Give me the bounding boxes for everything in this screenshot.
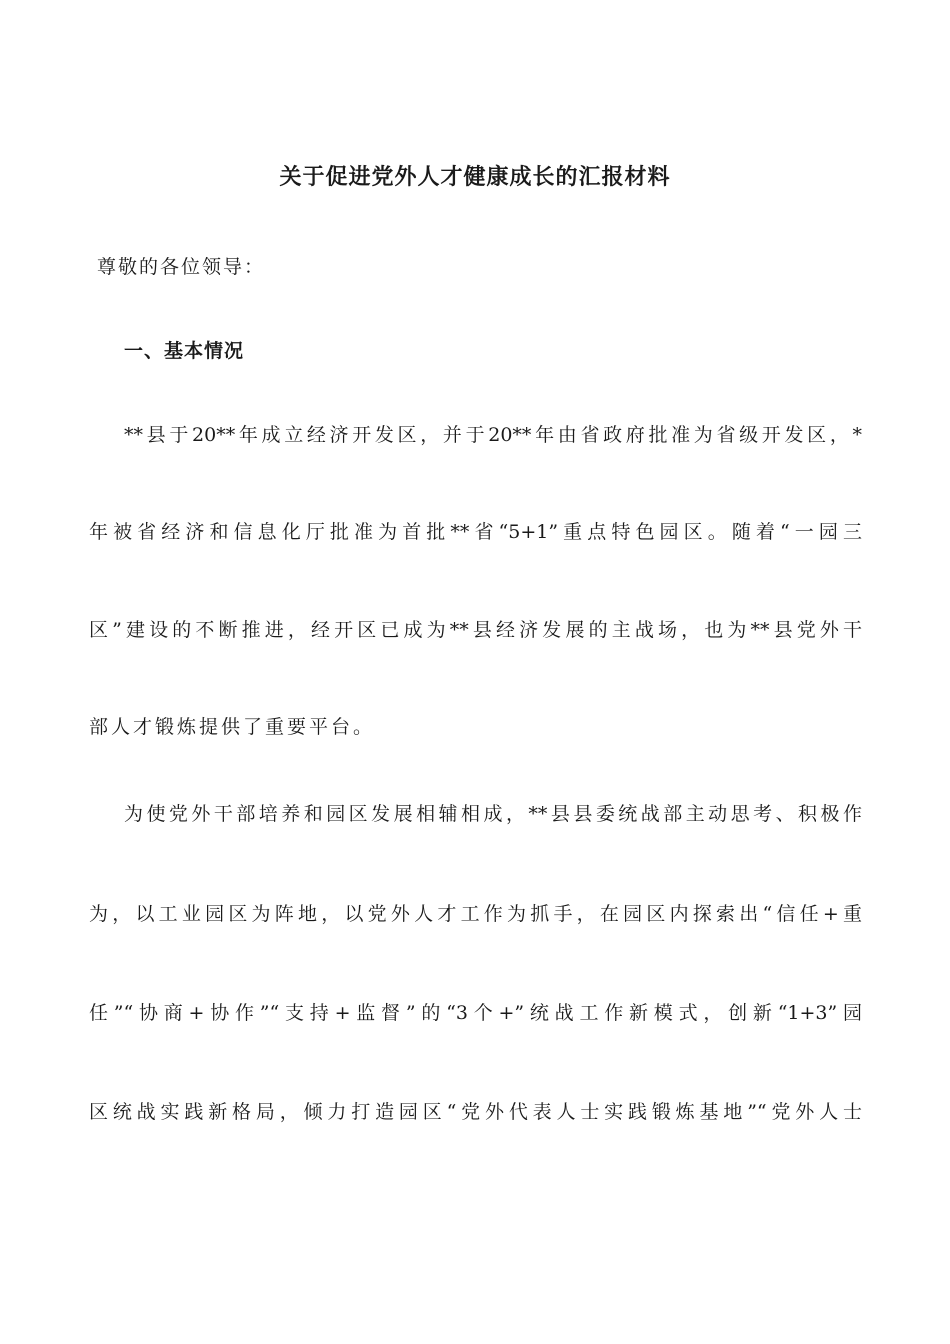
salutation: 尊敬的各位领导： — [97, 256, 266, 278]
paragraph-line: 为使党外干部培养和园区发展相辅相成，**县县委统战部主动思考、积极作 — [124, 803, 862, 825]
document-title: 关于促进党外人才健康成长的汇报材料 — [279, 164, 671, 190]
paragraph-line: 为，以工业园区为阵地，以党外人才工作为抓手，在园区内探索出“信任+重 — [89, 903, 862, 925]
paragraph-line: 部人才锻炼提供了重要平台。 — [89, 716, 376, 738]
paragraph-line: 年被省经济和信息化厅批准为首批**省“5+1”重点特色园区。随着“一园三 — [89, 521, 862, 543]
paragraph-line: 区”建设的不断推进，经开区已成为**县经济发展的主战场，也为**县党外干 — [89, 619, 862, 641]
paragraph-line: 区统战实践新格局，倾力打造园区“党外代表人士实践锻炼基地”“党外人士 — [89, 1101, 862, 1123]
paragraph-line: 任”“协商+协作”“支持+监督”的“3个+”统战工作新模式，创新“1+3”园 — [89, 1002, 862, 1024]
section-heading: 一、基本情况 — [124, 340, 245, 362]
paragraph-line: **县于20**年成立经济开发区，并于20**年由省政府批准为省级开发区，* — [124, 424, 862, 446]
